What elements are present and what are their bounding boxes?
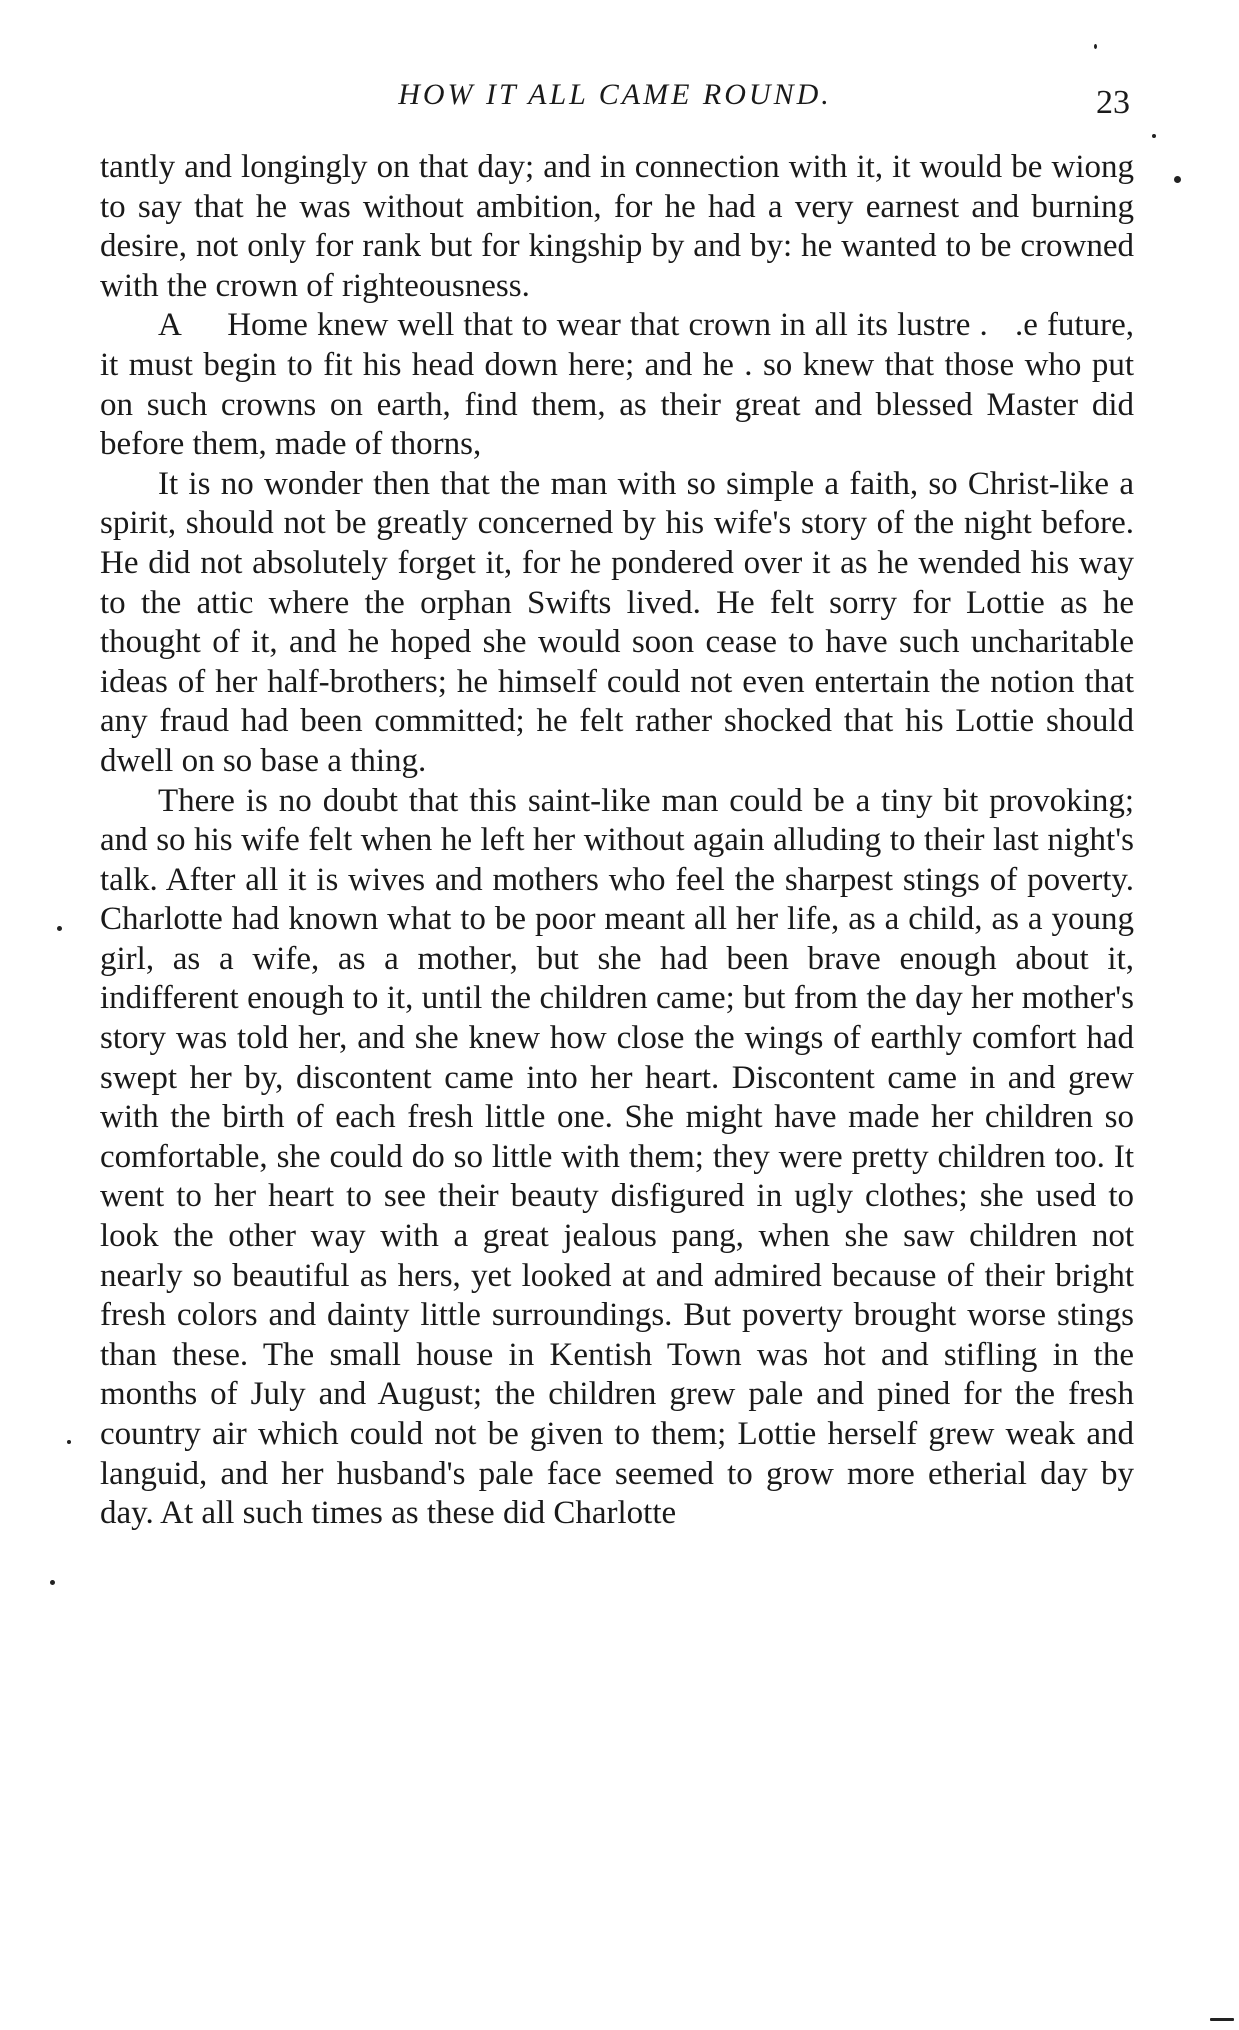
paragraph-3: It is no wonder then that the man with so simple a faith, so Christ-like a spirit, should not be greatly concerned by his wife's story of the night before. He did not absolutely forget it, for he pondered over it as he wended his way to the attic where the orphan Swifts lived. He felt sorry for Lottie as he thought of it, and he hoped she would soon cease to have such uncharitable ideas of her half-brothers; he himself could not even entertain the notion that any fraud had been committed; he felt rather shocked that his Lottie should dwell on so base a thing. [100,465,1134,779]
margin-speck [67,1440,71,1444]
margin-speck [57,926,62,931]
body-text [100,148,1134,1534]
paragraph-2: A Home knew well that to wear that crown in all its lustre . .e future, it must begin to fit his head down here; and he . so knew that those who put on such crowns on earth, find them, as their great and blessed Master did before them, made of thorns, [100,307,1134,463]
margin-speck [1094,44,1097,49]
paragraph-4: There is no doubt that this saint-like man could be a tiny bit provoking; and so his wife felt when he left her without again alluding to their last night's talk. After all it is wives and mothers who feel the sharpest stings of poverty. Charlotte had known what to be poor meant all her life, as a child, as a young girl, as a wife, as a mother, but she had been brave enough about it, indifferent enough to it, until the children came; but from the day her mother's story was told her, and she knew how close the wings of earthly comfort had swept her by, discontent came into her heart. Discontent came in and grew with the birth of each fresh little one. She might have made her children so comfortable, she could do so little with them; they were pretty children too. It went to her heart to see their beauty disfigured in ugly clothes; she used to look the other way with a great jealous pang, when she saw children not nearly so beautiful as hers, yet looked at and admired because of their bright fresh colors and dainty little surroundings. But poverty brought worse stings than these. The small house in Kentish Town was hot and stifling in the months of July and August; the children grew pale and pined for the fresh country air which could not be given to them; Lottie herself grew weak and languid, and her husband's pale face seemed to grow more etherial day by day. At all such times as these did Charlotte [100,782,1134,1532]
paragraph-1: tantly and longingly on that day; and in connection with it, it would be wiong to say that he was without ambition, for he had a very earnest and burning desire, not only for rank but for kingship by and by: he wanted to be crowned with the crown of righteousness. [100,149,1134,304]
margin-speck [1152,134,1156,138]
page-number: 23 [1096,84,1130,121]
margin-speck [1174,176,1181,183]
running-head [100,72,1130,122]
running-title: HOW IT ALL CAME ROUND. [398,78,832,111]
margin-speck [1210,2018,1234,2021]
margin-speck [50,1580,55,1585]
